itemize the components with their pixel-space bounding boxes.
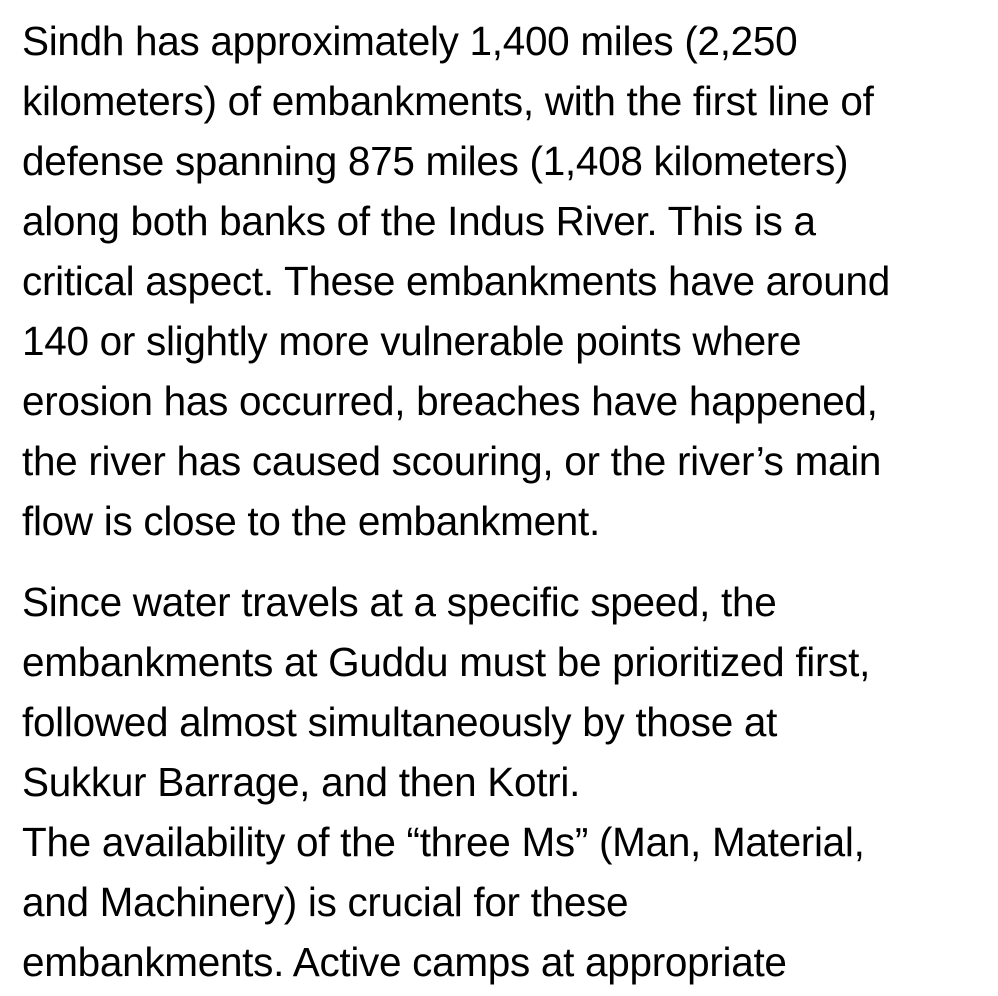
paragraph-embankments	[22, 11, 988, 551]
text-line: 140 or slightly more vulnerable points where	[22, 318, 802, 364]
text-line: followed almost simultaneously by those at	[22, 699, 778, 745]
text-line: critical aspect. These embankments have around	[22, 258, 890, 304]
text-line: embankments. Active camps at appropriate	[22, 939, 787, 985]
paragraph-three-ms	[22, 812, 988, 992]
text-line: The availability of the “three Ms” (Man, Material,	[22, 819, 865, 865]
paragraph-prioritization	[22, 572, 988, 812]
text-line: Since water travels at a specific speed, the	[22, 579, 777, 625]
text-line: Sindh has approximately 1,400 miles (2,250	[22, 18, 798, 64]
text-line: kilometers) of embankments, with the first line of	[22, 78, 874, 124]
text-line: embankments at Guddu must be prioritized first,	[22, 639, 871, 685]
article-body	[22, 11, 988, 992]
text-line: the river has caused scouring, or the river’s main	[22, 438, 882, 484]
text-line: along both banks of the Indus River. This is a	[22, 198, 816, 244]
text-line: erosion has occurred, breaches have happened,	[22, 378, 878, 424]
text-line: and Machinery) is crucial for these	[22, 879, 629, 925]
text-line: Sukkur Barrage, and then Kotri.	[22, 759, 581, 805]
text-line: defense spanning 875 miles (1,408 kilometers)	[22, 138, 849, 184]
text-line: flow is close to the embankment.	[22, 498, 600, 544]
